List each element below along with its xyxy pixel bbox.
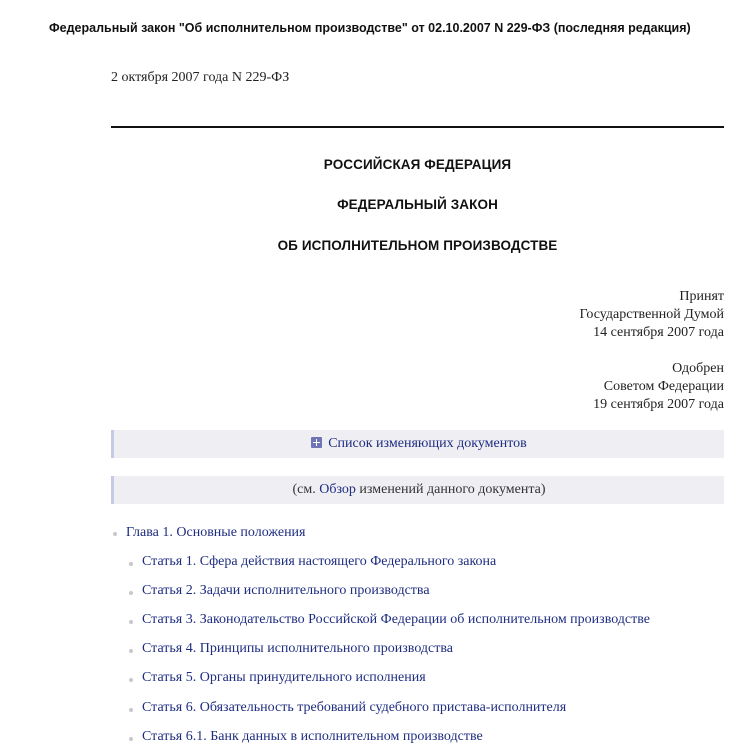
overview-link[interactable]: Обзор <box>319 482 356 497</box>
toc-chapter-1[interactable]: Глава 1. Основные положения <box>126 525 306 540</box>
toc-article-1[interactable]: Статья 1. Сфера действия настоящего Федерального закона <box>142 554 497 569</box>
plus-icon[interactable] <box>311 437 322 448</box>
toc-bullet <box>113 532 117 536</box>
amendments-list-link[interactable]: Список изменяющих документов <box>328 436 527 451</box>
toc-bullet <box>129 562 133 566</box>
toc-article-6[interactable]: Статья 6. Обязательность требований судебного пристава-исполнителя <box>142 700 567 715</box>
heading-law-type: ФЕДЕРАЛЬНЫЙ ЗАКОН <box>337 197 498 212</box>
overview-prefix: (см. <box>292 482 320 497</box>
overview-suffix: изменений данного документа) <box>355 482 546 497</box>
overview-box <box>111 476 724 504</box>
heading-law-title: ОБ ИСПОЛНИТЕЛЬНОМ ПРОИЗВОДСТВЕ <box>277 238 558 253</box>
toc-article-4[interactable]: Статья 4. Принципы исполнительного производства <box>142 641 454 656</box>
approved-line: 19 сентября 2007 года <box>593 397 724 412</box>
heading-country: РОССИЙСКАЯ ФЕДЕРАЦИЯ <box>323 157 512 172</box>
toc-bullet <box>129 620 133 624</box>
toc-bullet <box>129 708 133 712</box>
toc-article-3[interactable]: Статья 3. Законодательство Российской Федерации об исполнительном производстве <box>142 612 650 627</box>
approved-line: Советом Федерации <box>603 379 724 394</box>
approved-by-council-block <box>593 360 724 414</box>
amendments-list-box[interactable] <box>111 430 724 458</box>
adopted-by-duma-block <box>580 288 724 342</box>
adopted-line: 14 сентября 2007 года <box>593 325 724 340</box>
document-date-number: 2 октября 2007 года N 229-ФЗ <box>111 70 290 85</box>
toc-bullet <box>129 737 133 741</box>
approved-line: Одобрен <box>672 361 724 376</box>
toc-bullet <box>129 591 133 595</box>
document-header-title: Федеральный закон "Об исполнительном производстве" от 02.10.2007 N 229-ФЗ (последняя редакция) <box>49 21 691 35</box>
horizontal-divider <box>111 126 724 128</box>
toc-article-6-1[interactable]: Статья 6.1. Банк данных в исполнительном производстве <box>142 729 483 744</box>
toc-article-2[interactable]: Статья 2. Задачи исполнительного производства <box>142 583 430 598</box>
adopted-line: Государственной Думой <box>579 307 724 322</box>
toc-bullet <box>129 649 133 653</box>
toc-article-5[interactable]: Статья 5. Органы принудительного исполнения <box>142 670 426 685</box>
adopted-line: Принят <box>679 289 724 304</box>
toc-bullet <box>129 678 133 682</box>
